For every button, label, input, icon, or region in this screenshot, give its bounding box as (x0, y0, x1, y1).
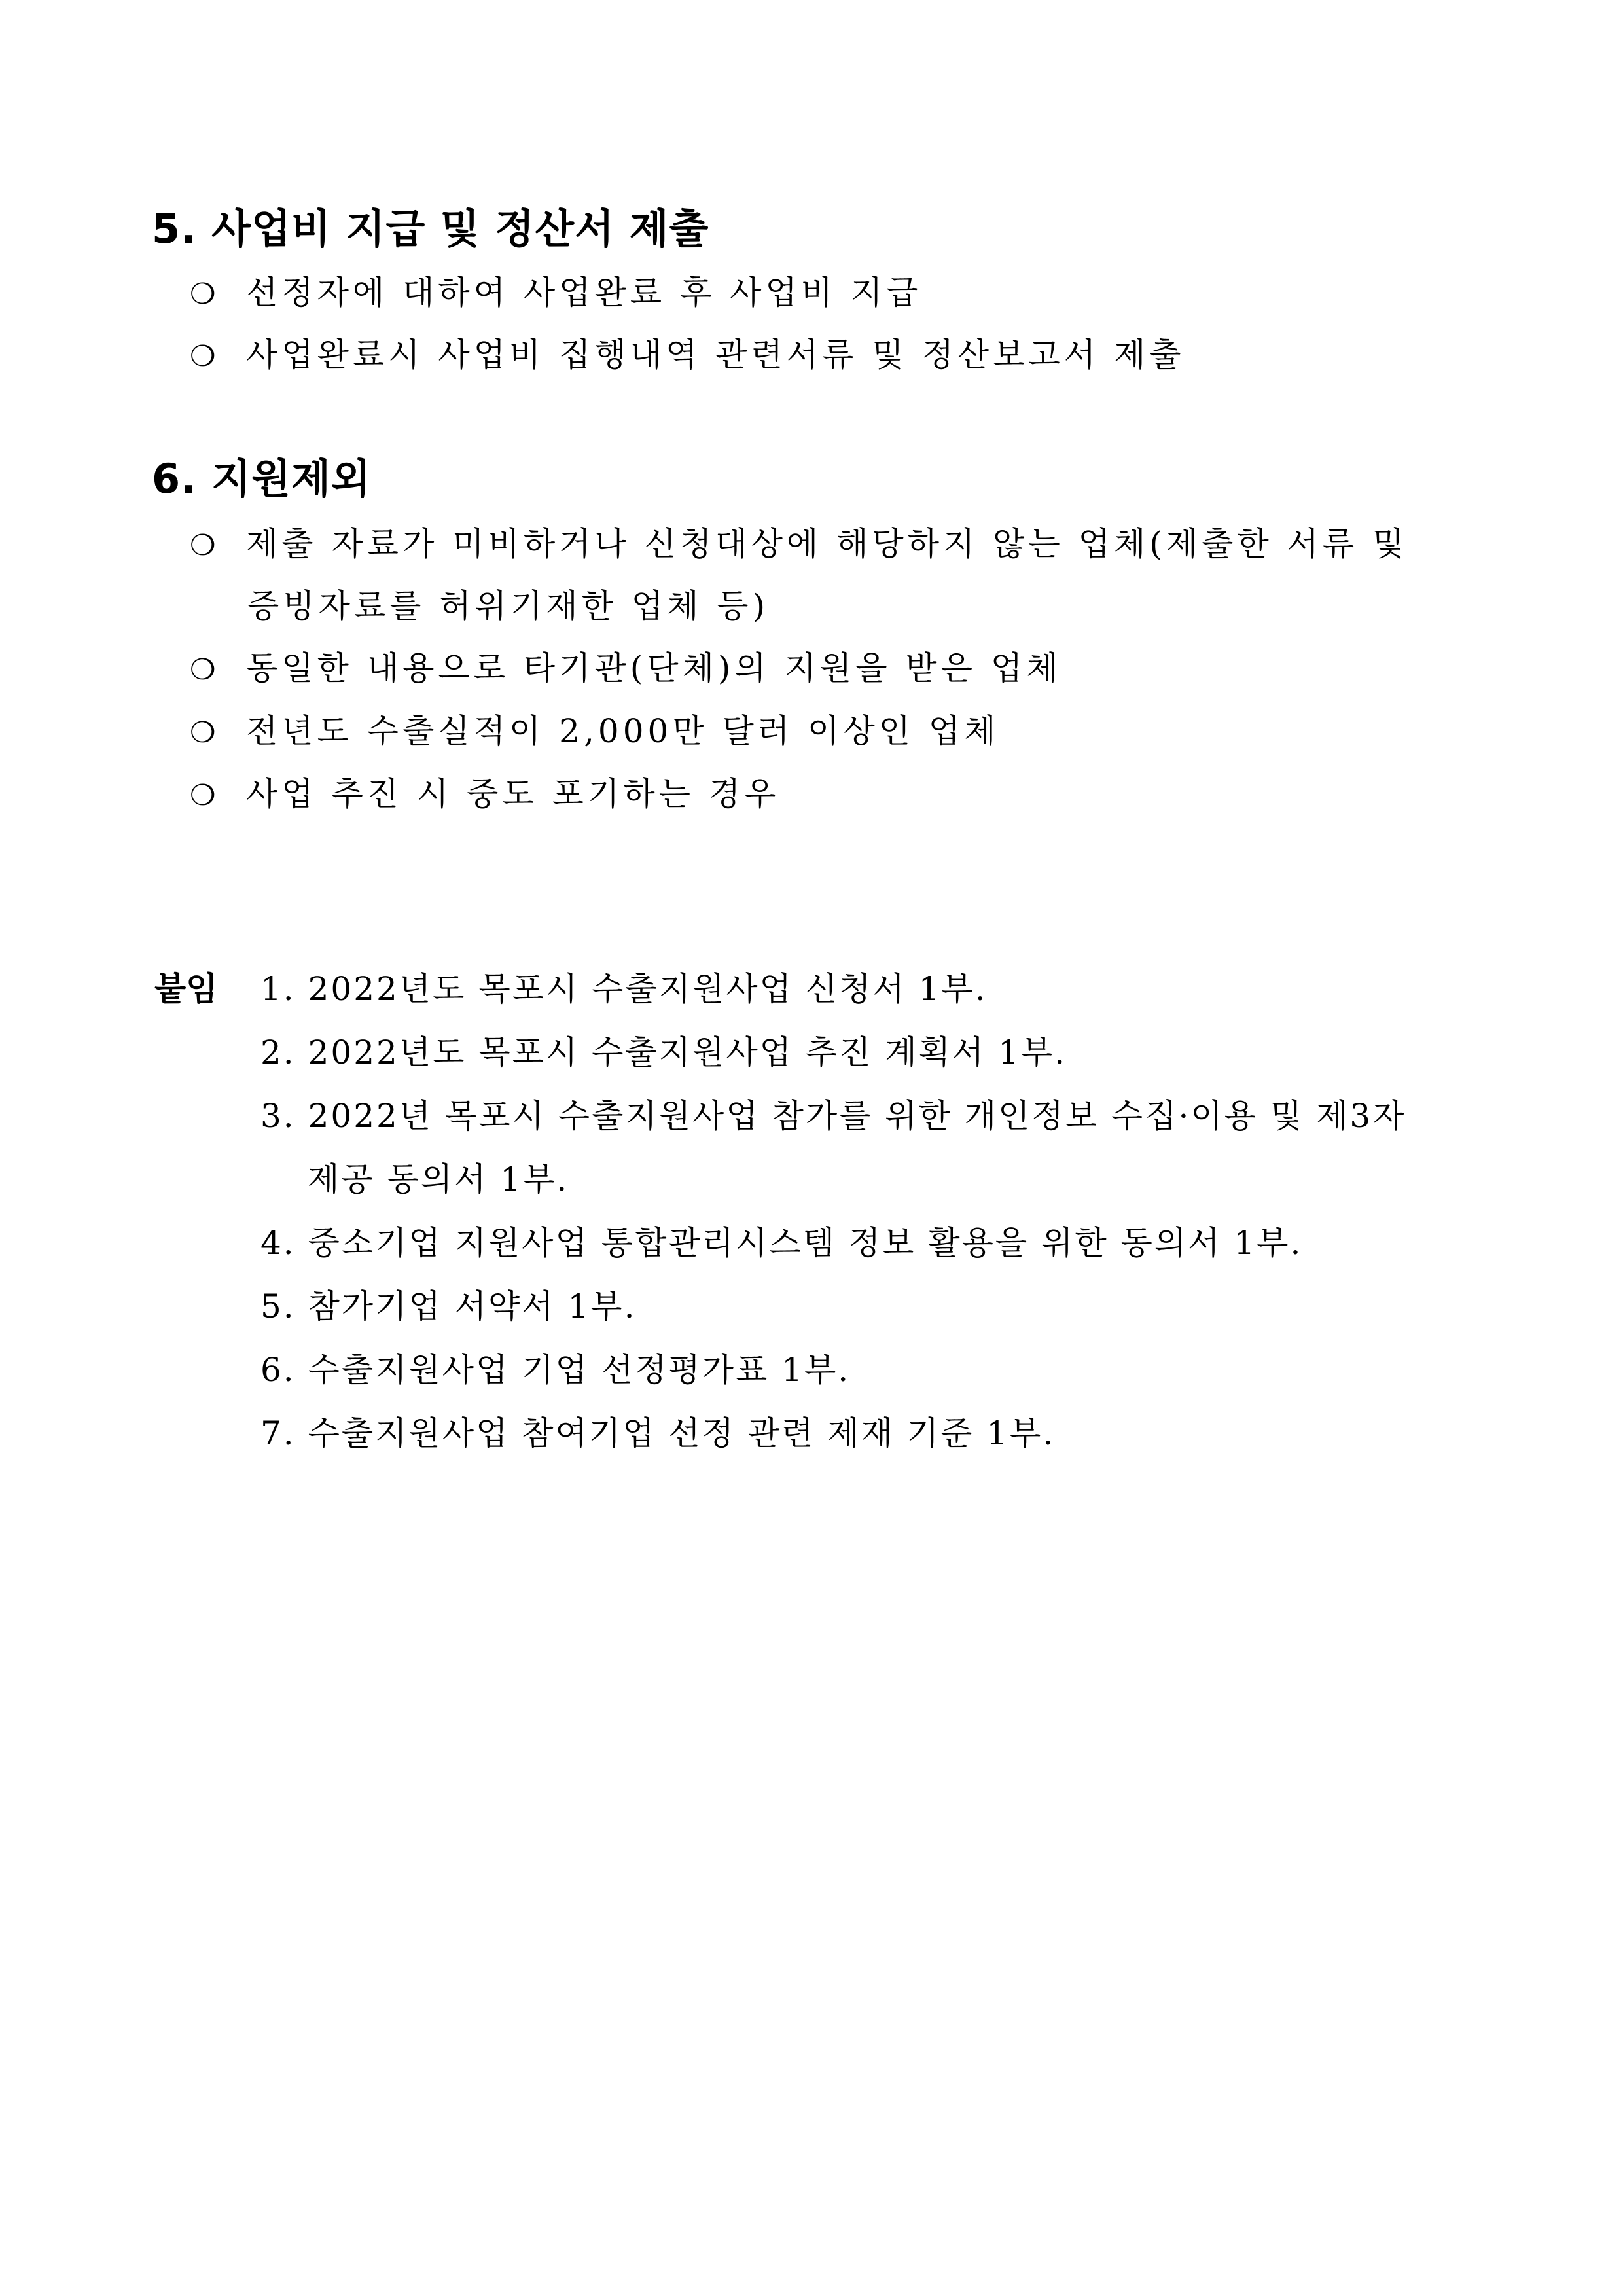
attachment-item-3: 3. 2022년 목포시 수출지원사업 참가를 위한 개인정보 수집·이용 및 제3자 (260, 1097, 1406, 1135)
attachment-item-5: 5. 참가기업 서약서 1부. (260, 1287, 637, 1325)
attachment-item-3-continuation: 제공 동의서 1부. (308, 1160, 569, 1198)
section-5-item-2: ❍ 사업완료시 사업비 집행내역 관련서류 및 정산보고서 제출 (190, 332, 1185, 380)
circle-bullet-icon: ❍ (190, 779, 216, 812)
circle-bullet-icon: ❍ (190, 278, 216, 311)
section-6-item-1: ❍ 제출 자료가 미비하거나 신청대상에 해당하지 않는 업체(제출한 서류 및 (190, 521, 1408, 569)
attachment-item-1: 1. 2022년도 목포시 수출지원사업 신청서 1부. (260, 970, 988, 1008)
section-6-item-3: ❍ 전년도 수출실적이 2,000만 달러 이상인 업체 (190, 708, 999, 756)
circle-bullet-icon: ❍ (190, 716, 216, 749)
attachment-item-7: 7. 수출지원사업 참여기업 선정 관련 제재 기준 1부. (260, 1414, 1056, 1452)
circle-bullet-icon: ❍ (190, 653, 216, 687)
attachment-item-4: 4. 중소기업 지원사업 통합관리시스템 정보 활용을 위한 동의서 1부. (260, 1224, 1303, 1262)
section-6-item-2: ❍ 동일한 내용으로 타기관(단체)의 지원을 받은 업체 (190, 645, 1061, 693)
section-6-item-4: ❍ 사업 추진 시 중도 포기하는 경우 (190, 771, 779, 819)
section-5-item-1: ❍ 선정자에 대하여 사업완료 후 사업비 지급 (190, 270, 922, 317)
attachment-item-2: 2. 2022년도 목포시 수출지원사업 추진 계획서 1부. (260, 1033, 1067, 1071)
circle-bullet-icon: ❍ (190, 340, 216, 373)
section-6-item-1-continuation: 증빙자료를 허위기재한 업체 등) (247, 587, 770, 625)
circle-bullet-icon: ❍ (190, 529, 216, 562)
attachments-label: 붙임 (154, 970, 218, 1008)
section-6-title: 6. 지원제외 (152, 455, 371, 503)
section-5-title: 5. 사업비 지급 및 정산서 제출 (152, 205, 709, 253)
attachment-item-6: 6. 수출지원사업 기업 선정평가표 1부. (260, 1351, 851, 1389)
